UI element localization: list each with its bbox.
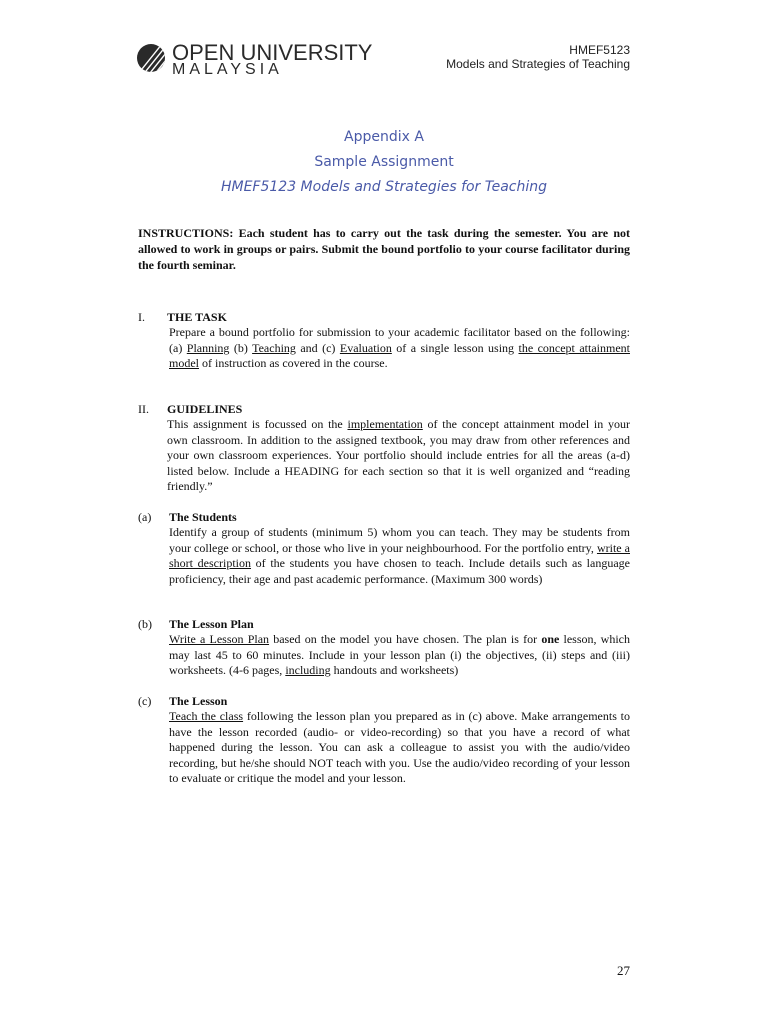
guidelines-number: II. xyxy=(138,402,149,416)
university-logo xyxy=(136,40,373,80)
lesson-body: Teach the class following the lesson plan you prepared as in (c) above. Make arrangements to have the lesson recorded (audio- or video-recording) so that you have a record of what happened during the lesson. You can ask a colleague to assist you with the audio/video recording, but he/she should NOT teach with you. Use the audio/video recording of your lesson to evaluate or critique the model and your lesson. xyxy=(169,709,630,785)
lesson-number: (c) xyxy=(138,694,152,708)
guidelines-body: This assignment is focussed on the implementation of the concept attainment model in your own classroom. In addition to the assigned textbook, you may draw from other references and your own classroom experiences. Your portfolio should include entries for all the areas (a-d) listed below. Include a HEADING for each section so that it is well organized and “reading friendly.” xyxy=(167,417,630,493)
lesson-plan-number: (b) xyxy=(138,617,152,631)
lesson-plan-body: Write a Lesson Plan based on the model you have chosen. The plan is for one lesson, which may last 45 to 60 minutes. Include in your lesson plan (i) the objectives, (ii) steps and (iii) worksheets. (4-6 pages, including handouts and worksheets) xyxy=(169,632,631,677)
course-name: Models and Strategies of Teaching xyxy=(446,57,630,71)
page-header xyxy=(446,43,630,71)
lesson-heading: The Lesson xyxy=(169,694,228,708)
lesson-plan-heading: The Lesson Plan xyxy=(169,617,254,631)
logo-text-line1: OPEN UNIVERSITY xyxy=(172,40,373,65)
logo-text-line2: MALAYSIA xyxy=(172,61,283,78)
sample-assignment-title: Sample Assignment xyxy=(314,154,454,170)
task-body: Prepare a bound portfolio for submission to your academic facilitator based on the following: (a) Planning (b) Teaching and (c) Evaluation of a single lesson using the concept attainment model of instruction as covered in the course. xyxy=(169,325,630,370)
students-body: Identify a group of students (minimum 5) whom you can teach. They may be students from your college or school, or those who live in your neighbourhood. For the portfolio entry, write a short description of the students you have chosen to teach. Include details such as language proficiency, their age and past academic performance. (Maximum 300 words) xyxy=(169,525,630,586)
students-number: (a) xyxy=(138,510,152,524)
course-code: HMEF5123 xyxy=(569,43,630,57)
appendix-title: Appendix A xyxy=(344,129,424,145)
guidelines-heading: GUIDELINES xyxy=(167,402,243,416)
task-number: I. xyxy=(138,310,145,324)
course-title: HMEF5123 Models and Strategies for Teaching xyxy=(220,179,548,195)
task-heading: THE TASK xyxy=(167,310,227,324)
open-university-logo-icon xyxy=(136,40,168,76)
title-block xyxy=(0,128,768,203)
students-heading: The Students xyxy=(169,510,237,524)
page-number: 27 xyxy=(617,963,630,978)
instructions: INSTRUCTIONS: Each student has to carry out the task during the semester. You are not allowed to work in groups or pairs. Submit the bound portfolio to your course facilitator during the fourth seminar. xyxy=(138,226,630,272)
